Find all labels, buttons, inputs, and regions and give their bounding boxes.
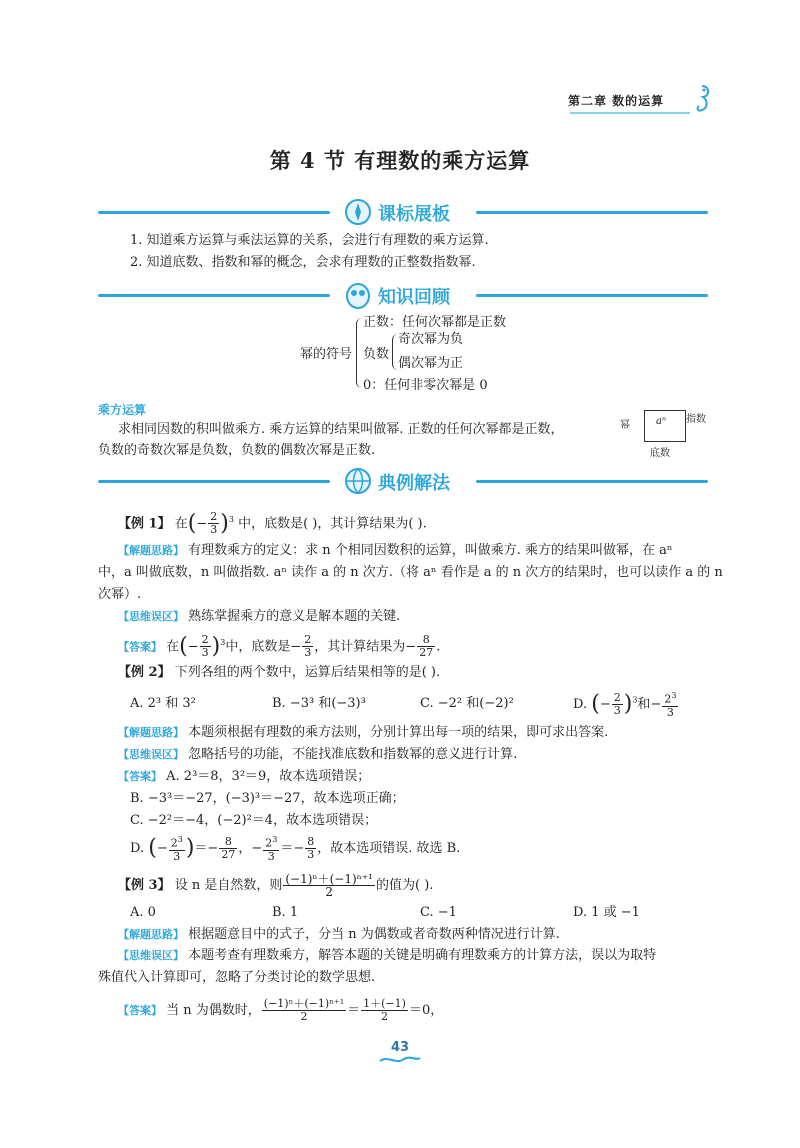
seahorse-icon — [690, 84, 712, 116]
ex2-answer-a: 【答案】 A. 2³＝8，3²＝9，故本选项错误； — [118, 769, 371, 784]
power-sign-negative: 负数 — [363, 347, 390, 362]
power-sign-root: 幂的符号 — [300, 347, 353, 362]
ex1-mistake: 【思维误区】 熟练掌握乘方的意义是解本题的关键. — [118, 609, 401, 624]
page-title: 第 4 节 有理数的乘方运算 — [269, 148, 531, 173]
diagram-zhishu: 指数 — [686, 414, 706, 425]
section-title-examples: 典例解法 — [378, 473, 450, 494]
chapter-header: 第二章 数的运算 — [568, 94, 665, 108]
header-underline — [570, 112, 690, 114]
power-sign-even: 偶次幂为正 — [398, 356, 464, 371]
ex1-post: 中，底数是( )，其计算结果为( ). — [238, 516, 427, 532]
power-diagram — [620, 410, 710, 460]
standards-item-2: 2. 知道底数、指数和幂的概念，会求有理数的正整数指数幂. — [130, 255, 476, 270]
ex3-option-c: C. −1 — [420, 905, 457, 920]
ex1-idea-line2: 中，a 叫做底数，n 叫做指数. aⁿ 读作 a 的 n 次方.（将 aⁿ 看作是 a 的 n 次方的结果时，也可以读作 a 的 n — [98, 565, 723, 580]
power-sign-odd: 奇次幂为负 — [398, 332, 464, 347]
section-banner-examples — [98, 467, 708, 495]
ex1-answer: 【答案】 在(− $\frac{2}{3}$ )$^3$中，底数是− $\frac{2}{3}$ ，其计算结果为− $\frac{8}{27}$ . — [118, 633, 441, 660]
page-number: 43 — [390, 1040, 410, 1055]
ex1-idea-line3: 次幂）. — [98, 587, 142, 602]
power-op-line1: 求相同因数的积叫做乘方. 乘方运算的结果叫做幂. 正数的任何次幂都是正数， — [118, 422, 564, 437]
ex1-pre: 在 — [174, 516, 188, 532]
diagram-mi: 幂 — [620, 420, 630, 431]
power-op-line2: 负数的奇数次幂是负数，负数的偶数次幂是正数. — [98, 443, 376, 458]
ex3-option-a: A. 0 — [130, 905, 156, 920]
ex1-question: 【例 1】 在(− $\frac{2}{3}$ )$^3$ 中，底数是( )，其计算结果为( ). — [118, 510, 427, 537]
section-title-standards: 课标展板 — [378, 204, 450, 225]
power-sign-positive: 正数：任何次幂都是正数 — [363, 315, 507, 330]
ex2-option-d: D. (− $\frac{2}{3}$ )$^3$和− $\frac{2^3}{3}$ — [573, 690, 677, 719]
section-banner-standards — [98, 198, 708, 226]
ex2-answer-b: B. −3³＝−27，(−3)³＝−27，故本选项正确； — [130, 791, 405, 806]
ex2-idea: 【解题思路】 本题须根据有理数的乘方法则，分别计算出每一项的结果，即可求出答案. — [118, 725, 609, 740]
diagram-dishu: 底数 — [650, 448, 670, 459]
compass-icon — [344, 198, 372, 226]
globe-icon — [344, 467, 372, 495]
diagram-expr: aⁿ — [656, 416, 667, 427]
ex2-option-c: C. −2² 和(−2)² — [420, 696, 514, 711]
owl-icon — [344, 281, 372, 309]
section-title-review: 知识回顾 — [378, 287, 450, 308]
standards-item-1: 1. 知道乘方运算与乘法运算的关系，会进行有理数的乘方运算. — [130, 233, 489, 248]
ex2-question: 【例 2】 下列各组的两个数中，运算后结果相等的是( ). — [118, 665, 441, 680]
ex3-mistake-line2: 殊值代入计算即可，忽略了分类讨论的数学思想. — [98, 970, 376, 985]
ex3-answer: 【答案】 当 n 为偶数时， $\frac{\text{(−1)ⁿ＋(−1)ⁿ⁺¹}}{2}$ ＝ $\frac{1+(-1)}{2}$ ＝0， — [118, 997, 444, 1023]
ex2-mistake: 【思维误区】 忽略括号的功能，不能找准底数和指数幂的意义进行计算. — [118, 747, 518, 762]
brace-main — [356, 318, 363, 388]
ex1-idea-line1: 【解题思路】 有理数乘方的定义：求 n 个相同因数积的运算，叫做乘方. 乘方的结果叫做幂，在 aⁿ — [118, 543, 673, 558]
ex3-option-d: D. 1 或 −1 — [573, 905, 640, 920]
ex1-frac: $\frac{2}{3}$ — [210, 510, 218, 537]
ex1-tag: 【例 1】 — [118, 516, 171, 532]
ex3-mistake-line1: 【思维误区】 本题考查有理数乘方，解答本题的关键是明确有理数乘方的计算方法，误以为取特 — [118, 948, 657, 963]
ex3-question: 【例 3】 设 n 是自然数，则 $\frac{\text{(−1)ⁿ＋(−1)ⁿ⁺¹}}{2}$ 的值为( ). — [118, 872, 434, 899]
ex2-option-a: A. 2³ 和 3² — [130, 696, 196, 711]
ex2-answer-d: D. (− $\frac{2^3}{3}$ )＝− $\frac{8}{27}$ ，− $\frac{2^3}{3}$ ＝− $\frac{8}{3}$ ，故本选项错误. 故选 B. — [130, 834, 461, 863]
section-banner-review — [98, 281, 708, 309]
ex3-option-b: B. 1 — [272, 905, 299, 920]
power-op-heading: 乘方运算 — [98, 403, 147, 417]
ex2-answer-c: C. −2²＝−4，(−2)²＝4，故本选项错误； — [130, 813, 378, 828]
power-sign-zero: 0：任何非零次幂是 0 — [363, 378, 488, 393]
ex3-idea: 【解题思路】 根据题意目中的式子，分当 n 为偶数或者奇数两种情况进行计算. — [118, 927, 560, 942]
wave-decoration-icon — [378, 1055, 422, 1065]
ex2-option-b: B. −3³ 和(−3)³ — [272, 696, 366, 711]
